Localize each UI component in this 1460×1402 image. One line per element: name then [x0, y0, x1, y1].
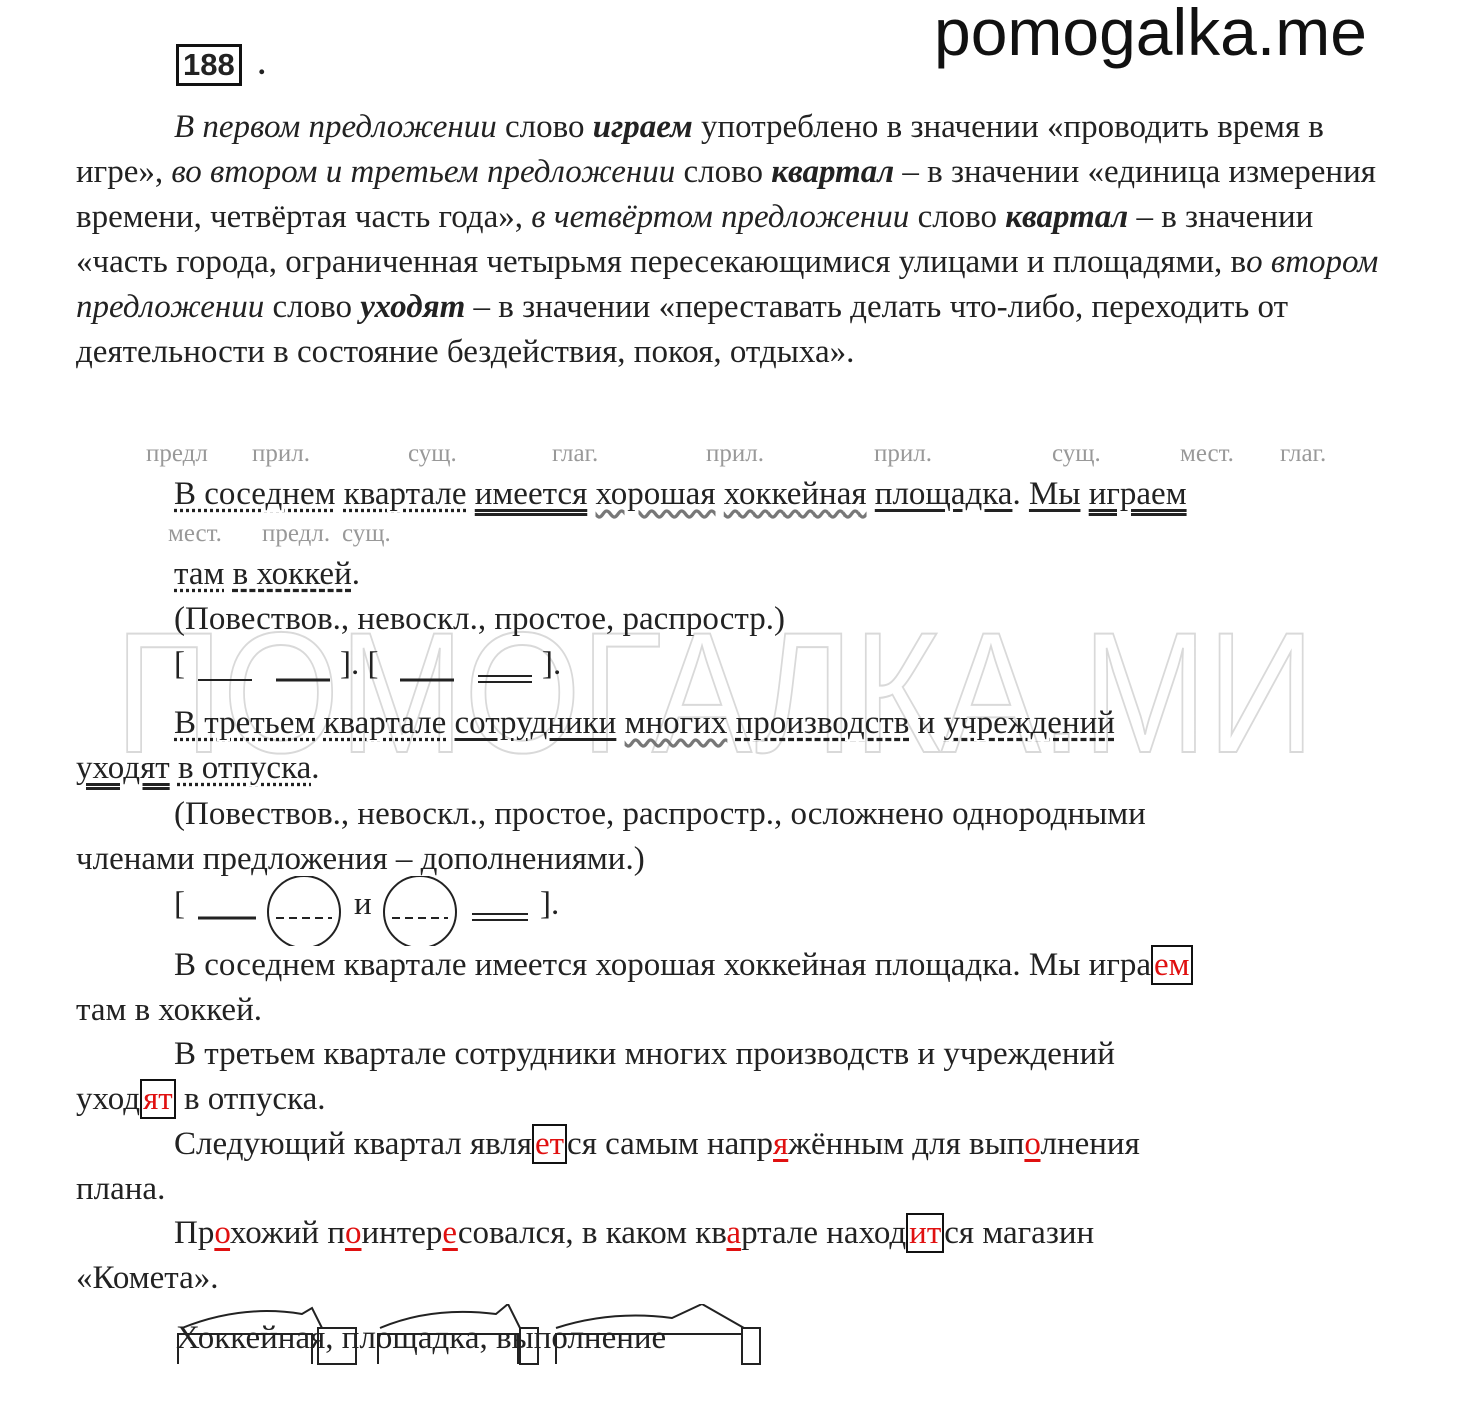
ending-sentence-2-cont: уходят в отпуска.: [76, 1081, 326, 1117]
characteristic-1: (Повествов., невоскл., простое, распростр.): [174, 601, 785, 637]
word-circumstance: В соседнем: [174, 476, 336, 512]
ending-sentence-2: В третьем квартале сотрудники многих производств и учреждений: [174, 1036, 1115, 1072]
ending-box: ит: [906, 1213, 944, 1253]
morphemic-parse: Хоккейная, площадка, выполнение: [176, 1320, 667, 1356]
schema-1: [: [174, 646, 185, 682]
vowel-mark: а: [726, 1215, 742, 1251]
vowel-mark: е: [442, 1215, 458, 1251]
ending-sentence-1-cont: там в хоккей.: [76, 992, 262, 1028]
schema-2-and: и: [354, 886, 372, 922]
pos-label: сущ.: [342, 520, 391, 547]
conjunction: и: [917, 705, 936, 741]
word-attribute: хоккейная: [723, 476, 867, 512]
task-number: 188: [176, 44, 242, 86]
svg-text:ПОМОГАЛКА.МИ: ПОМОГАЛКА.МИ: [115, 612, 1315, 772]
pos-label: глаг.: [1280, 440, 1327, 467]
pos-label: сущ.: [1052, 440, 1101, 467]
parsed-sentence-2: [174, 701, 1115, 746]
vowel-mark: о: [1024, 1126, 1041, 1162]
ending-box: ет: [532, 1124, 567, 1164]
pos-label: прил.: [874, 440, 932, 467]
schema-2-open: [: [174, 886, 185, 922]
pos-label: прил.: [706, 440, 764, 467]
word-object: учреждений: [943, 705, 1115, 741]
parsed-sentence-1: В соседнем квартале имеется хорошая хоккейная площадка. Мы играем: [174, 476, 1187, 512]
word-object: в хоккей: [232, 556, 352, 592]
word-predicate: играем: [1088, 476, 1187, 512]
word-predicate: имеется: [474, 476, 588, 512]
word-circumstance: квартале: [343, 476, 467, 512]
pos-label: сущ.: [408, 440, 457, 467]
characteristic-2-cont: членами предложения – дополнениями.): [76, 841, 645, 877]
pos-label: прил.: [252, 440, 310, 467]
pos-label: мест.: [168, 520, 222, 547]
word-attribute: хорошая: [595, 476, 716, 512]
word-predicate: уходят: [76, 750, 170, 786]
word-circumstance: В третьем: [174, 705, 316, 741]
ending-box: ят: [140, 1079, 176, 1119]
word-subject: сотрудники: [454, 705, 617, 741]
schema-2-close: ].: [540, 886, 560, 922]
characteristic-2: (Повествов., невоскл., простое, распростр., осложнено однородными: [174, 796, 1146, 832]
task-number-dot: .: [258, 48, 266, 81]
pos-label: мест.: [1180, 440, 1234, 467]
word-subject: площадка: [874, 476, 1013, 512]
pos-label: предл.: [262, 520, 331, 547]
vowel-mark: я: [773, 1126, 789, 1162]
pos-label: предл: [146, 440, 208, 467]
word-attribute: многих: [624, 705, 728, 741]
word-circumstance: квартале: [323, 705, 447, 741]
schema-1-mid: ]. [: [340, 646, 379, 682]
ending-sentence-4-cont: «Комета».: [76, 1260, 219, 1296]
parsed-sentence-1-cont: там в хоккей.: [174, 556, 360, 592]
schema-1-end: ].: [542, 646, 562, 682]
vowel-mark: о: [214, 1215, 231, 1251]
ending-sentence-4: Прохожий поинтересовался, в каком квартале находится магазин: [174, 1215, 1095, 1251]
word-object: производств: [735, 705, 910, 741]
ending-box: ем: [1151, 945, 1193, 985]
pos-label: глаг.: [552, 440, 599, 467]
ending-sentence-1: В соседнем квартале имеется хорошая хоккейная площадка. Мы играем: [174, 943, 1193, 988]
explanation-paragraph: В первом предложении слово играем употреблено в значении «проводить время в игре», во втором и третьем предложении слово квартал – в значении «единица измерения времени, четвёртая часть года», в четвёртом предложении слово квартал – в значении «часть города, ограниченная четырьмя пересекающимися улицами и площадями, во втором предложении слово уходят – в значении «переставать делать что-либо, переходить от деятельности в состояние бездействия, покоя, отдыха».: [76, 109, 1379, 370]
ending-sentence-3-cont: плана.: [76, 1171, 166, 1207]
word-circumstance: там: [174, 556, 225, 592]
site-logo: pomogalka.me: [934, 0, 1367, 69]
ending-sentence-3: Следующий квартал является самым напряжённым для выполнения: [174, 1126, 1140, 1162]
vowel-mark: о: [344, 1215, 362, 1251]
word-subject: Мы: [1028, 476, 1081, 512]
parsed-sentence-2-cont: уходят в отпуска.: [76, 750, 320, 786]
word-circumstance: в отпуска: [177, 750, 312, 786]
